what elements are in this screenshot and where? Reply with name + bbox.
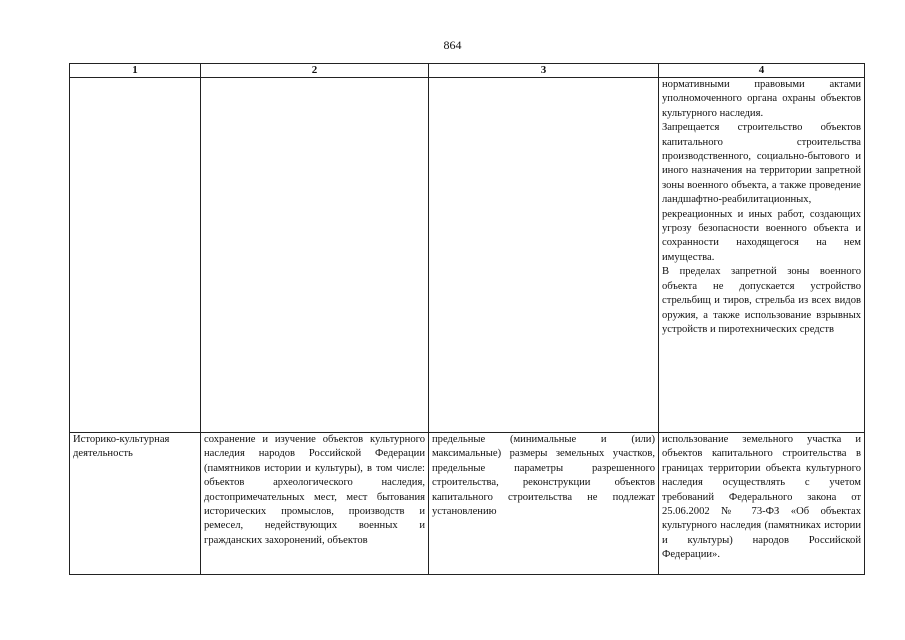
restriction-paragraph: нормативными правовыми актами уполномоченного органа охраны объектов культурного наследия. [662, 79, 861, 119]
restriction-paragraph: В пределах запретной зоны военного объекта не допускается устройство стрельбищ и тиров, стрельба из всех видов оружия, а также использование взрывных устройств и пиротехнических средств [662, 266, 861, 335]
cell-description: сохранение и изучение объектов культурного наследия народов Российской Федерации (памятников истории и культуры), в том числе: объектов археологического наследия, достопримечательных мест, мест бытования исторических промыслов, производств и ремесел, недействующих военных и гражданских захоронений, объектов [201, 433, 429, 575]
cell-use-type: Историко-культурная деятельность [70, 433, 201, 575]
table-row [70, 78, 865, 433]
cell-parameters: предельные (минимальные и (или) максимальные) размеры земельных участков, предельные параметры разрешенного строительства, реконструкции объектов капитального строительства не подлежат установлению [429, 433, 659, 575]
table-header-row [70, 64, 865, 78]
page-number: 864 [443, 38, 462, 52]
column-header-1: 1 [70, 64, 201, 78]
restriction-paragraph: Запрещается строительство объектов капитального строительства производственного, социально-бытового и иного назначения на территории запретной зоны военного объекта, а также проведение ландшафтно-реабилитационных, рекреационных и иных работ, создающих угрозу безопасности военного объекта и сохранности находящегося на нем имущества. [662, 122, 861, 263]
cell-description [201, 78, 429, 433]
column-header-4: 4 [659, 64, 865, 78]
cell-use-type [70, 78, 201, 433]
column-header-2: 2 [201, 64, 429, 78]
regulations-table [69, 63, 865, 575]
cell-parameters [429, 78, 659, 433]
cell-restrictions [659, 78, 865, 433]
table-row [70, 433, 865, 575]
restriction-paragraph: использование земельного участка и объектов капитального строительства в границах территории объекта культурного наследия осуществлять с учетом требований Федерального закона от 25.06.2002 № 73-ФЗ «Об объектах культурного наследия (памятниках истории и культуры) народов Российской Федерации». [662, 434, 861, 561]
column-header-3: 3 [429, 64, 659, 78]
cell-restrictions [659, 433, 865, 575]
